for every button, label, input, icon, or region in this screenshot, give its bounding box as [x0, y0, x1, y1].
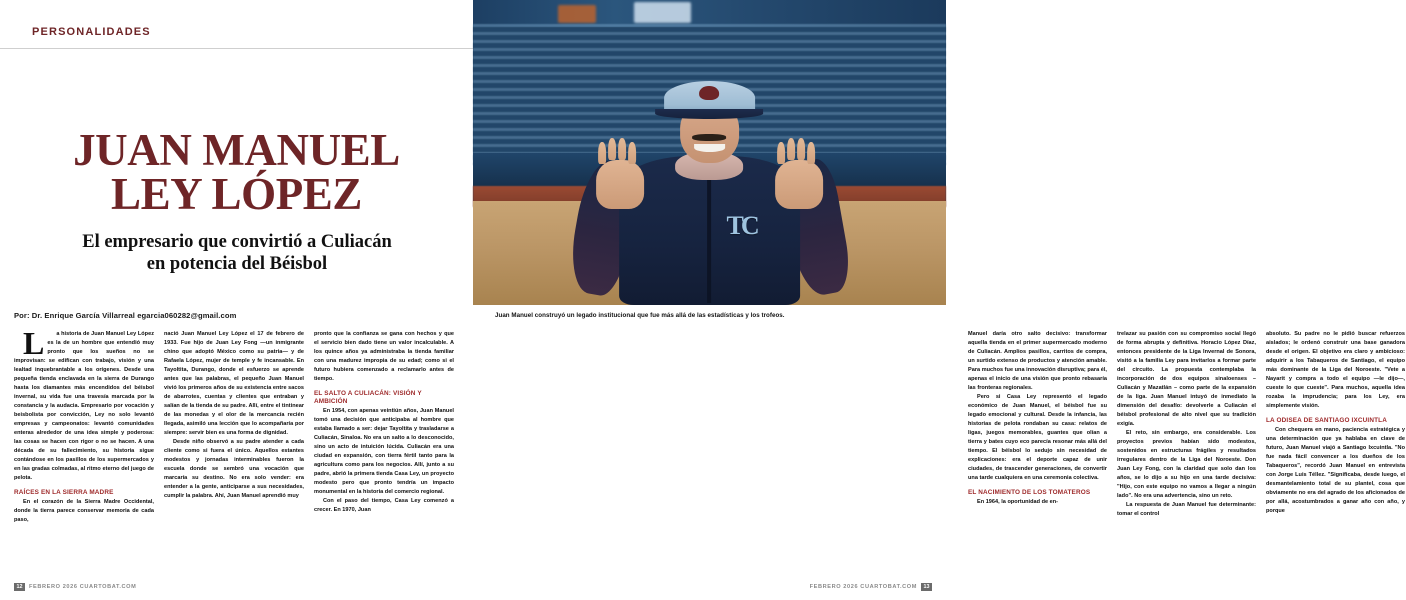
paragraph: En 1964, la oportunidad de en-	[977, 498, 1059, 505]
tomateros-team-logo: TC	[726, 211, 757, 241]
subheadline-line-2: en potencia del Béisbol	[146, 253, 328, 274]
paragraph: Manuel daría otro salto decisivo: transformar aquella tienda en el primer supermercado moderno de Culiacán. Amplios pasillos, carritos de compra, un surtido extenso de productos y atención amable. Para muchos fue una innovación disruptiva; para él, apenas el inicio de una visión que pronto rebasaría las fronteras regionales.	[968, 331, 1107, 391]
footer-left	[14, 583, 136, 591]
mustache	[692, 134, 726, 141]
paragraph: Con chequera en mano, paciencia estratégica y una determinación que ya hablaba en clave de futuro, Juan Manuel viajó a Santiago Ixcuintla. "No fue nada fácil convencer a los dueños de los Tabaqueros", recordó Juan Manuel en entrevista con Jorge Luis Téllez. "Significaba, desde luego, el desmantelamiento total de su plantel, cosa que obviamente no era del agrado de los aficionados de por allá, acostumbrados a ganar año con año, y porque	[1266, 426, 1405, 514]
paragraph: El reto, sin embargo, era considerable. Los proyectos previos habían sido modestos, sostenidos en estructuras frágiles y resultados irregulares dentro de la Liga del Noroeste. Don Juan Ley Fong, con la claridad que solo dan los años, se lo dijo a su hijo en una tarde decisiva: "Hijo, con este equipo no vamos a llegar a ningún lado". No era una advertencia, sino un reto.	[1117, 429, 1256, 499]
paragraph: Pero si Casa Ley representó el legado económico de Juan Manuel, el béisbol fue su legado emocional y cultural. Desde la infancia, las historias de pelota rondaban su casa: relatos de ligas, juegos memorables, guantes que olían a tierra y bates cuyo eco parecía resonar más allá del tiempo. El béisbol lo sedujo sin necesidad de explicaciones: era el deporte capaz de unir ciudades, de trascender generaciones, de convertir una tarde cualquiera en una ceremonia colectiva.	[968, 393, 1107, 481]
column-1	[14, 325, 154, 525]
section-heading-salto-culiacan: EL SALTO A CULIACÁN: VISIÓN Y AMBICIÓN	[314, 389, 422, 405]
paragraph: Con el paso del tiempo, Casa Ley comenzó a crecer. En 1970, Juan	[314, 497, 454, 513]
column-6	[1266, 330, 1405, 519]
right-page	[473, 0, 1405, 600]
section-heading-raices: RAÍCES EN LA SIERRA MADRE	[14, 488, 114, 496]
paragraph-text: a historia de Juan Manuel Ley López es la de un hombre que entendió muy pronto que los sueños no se improvisan: se edifican con trabajo, visión y una lealtad inquebrantable a los orígenes. Desde una pequeña tienda enclavada en la sierra de Durango hasta los diamantes más encendidos del béisbol invernal, su vida fue una travesía marcada por la constancia y la audacia. Empresario por vocación y beisbolista por convicción, Ley no solo levantó empresas y campeonatos: levantó comunidades enteras alrededor de una idea simple y poderosa: las cosas se hacen con rigor o no se hacen. A una década de su fallecimiento, su historia sigue contándose en los pasillos de los supermercados y en las gradas colmadas, al ritmo eterno del juego de pelota.	[14, 331, 154, 481]
paragraph: absoluto. Su padre no le pidió buscar refuerzos aislados; le ordenó construir una base ganadora desde el origen. El objetivo era claro y ambicioso: adquirir a los Tabaqueros de Santiago, el equipo más dominante de la Liga del Noroeste. "Vete a Nayarit y compra a todo el equipo —le dijo—, cueste lo que cueste". Para muchos, aquella idea rozaba la imprudencia; para los Ley, era simplemente visión.	[1266, 331, 1405, 409]
paragraph: pronto que la confianza se gana con hechos y que el servicio bien dado tiene un valor incalculable. A los quince años ya administraba la tienda familiar con una madurez impropia de su edad; como si el futuro hubiera comenzado a reclamarlo antes de tiempo.	[314, 331, 454, 382]
paragraph: trelazar su pasión con su compromiso social llegó de forma abrupta y definitiva. Horacio López Díaz, entonces presidente de la Liga Invernal de Sonora, visitó a la familia Ley para invitarlos a formar parte del circuito. La propuesta contemplaba la incorporación de dos equipos sinaloenses – Culiacán y Mazatlán – como parte de la expansión de la liga. Juan Manuel intuyó de inmediato la dimensión del desafío: devolverle a Culiacán el béisbol profesional de alto nivel que su tradición exigía.	[1117, 331, 1256, 427]
footer-right-text: FEBRERO 2026 CUARTOBAT.COM	[809, 584, 917, 590]
column-4	[968, 330, 1107, 519]
column-2	[164, 330, 304, 525]
left-page	[0, 0, 473, 600]
section-kicker-bar	[0, 22, 473, 49]
stadium-upper-deck	[473, 0, 946, 27]
headline-line-2: LEY LÓPEZ	[110, 169, 363, 220]
stadium-banner-white	[634, 2, 691, 23]
section-heading-tomateros: EL NACIMIENTO DE LOS TOMATEROS	[968, 488, 1091, 496]
article-headline	[0, 125, 473, 220]
page-number-left: 12	[14, 583, 25, 591]
paragraph: En el corazón de la Sierra Madre Occidental, donde la tierra parece conservar memoria de cada paso,	[14, 498, 154, 523]
article-photo	[473, 0, 946, 305]
portrait-subject	[568, 64, 852, 305]
cap-logo-icon	[700, 86, 720, 100]
article-subheadline	[28, 232, 446, 276]
paragraph: La respuesta de Juan Manuel fue determinante: tomar el control	[1117, 501, 1256, 517]
footer-left-text: FEBRERO 2026 CUARTOBAT.COM	[29, 584, 137, 590]
stadium-banner-orange	[558, 5, 596, 23]
smile	[694, 144, 725, 152]
footer-right	[810, 583, 932, 591]
raised-hand-left	[596, 160, 644, 208]
raised-hand-right	[775, 160, 823, 208]
column-3	[314, 330, 454, 525]
jacket-zipper	[708, 170, 712, 303]
paragraph: Desde niño observó a su padre atender a cada cliente como si fuera el único. Aquellos estantes modestos y jornadas interminables fueron la escuela donde se sembró una vocación que marcaría su destino. No era solo vender: era entender a la gente, anticiparse a sus necesidades, cumplir la palabra. Ahí, Juan Manuel aprendió muy	[164, 438, 304, 499]
right-page-columns	[968, 330, 1406, 519]
page-number-right: 13	[921, 583, 932, 591]
photo-caption: Juan Manuel construyó un legado institucional que fue más allá de las estadísticas y los trofeos.	[495, 312, 785, 319]
paragraph	[14, 325, 154, 483]
column-5	[1117, 330, 1256, 519]
article-byline: Por: Dr. Enrique García Villarreal egarcia060282@gmail.com	[14, 311, 237, 320]
section-heading-odisea: LA ODISEA DE SANTIAGO IXCUINTLA	[1266, 416, 1387, 424]
headline-line-1: JUAN MANUEL	[73, 125, 400, 175]
paragraph: En 1954, con apenas veintiún años, Juan Manuel tomó una decisión que anticipaba al hombre que estaba llamado a ser: dejar Tayoltita y trasladarse a Culiacán, Sinaloa. No era un salto a lo desconocido, sino un acto de intuición lúcida. Culiacán era una ciudad en expansión, con tierra fértil tanto para la agricultura como para los negocios. Allí, junto a su padre, abrió la primera tienda Casa Ley, un proyecto modesto pero que pronto tendría un impacto monumental en la historia del comercio regional.	[314, 408, 454, 495]
cap-brim	[656, 109, 764, 120]
left-page-columns	[14, 325, 462, 525]
drop-cap: L	[23, 325, 45, 361]
section-kicker: PERSONALIDADES	[32, 26, 151, 38]
subheadline-line-1: El empresario que convirtió a Culiacán	[82, 232, 392, 252]
paragraph: nació Juan Manuel Ley López el 17 de febrero de 1933. Fue hijo de Juan Ley Fong —un inmigrante chino que adoptó México como su patria— y de Rafaela López, mujer de temple y fe incansable. En Tayoltita, Durango, donde el esfuerzo se aprende antes que las palabras, el pequeño Juan Manuel vivió los primeros años de su existencia entre sacos de abarrotes, cuentas y clientes que entraban y salían de la tienda de su padre. Allí, entre el tintinear de las monedas y el olor de la mercancía recién llegada, asimiló una lección que lo acompañaría por siempre: servir bien es una forma de dignidad.	[164, 331, 304, 436]
